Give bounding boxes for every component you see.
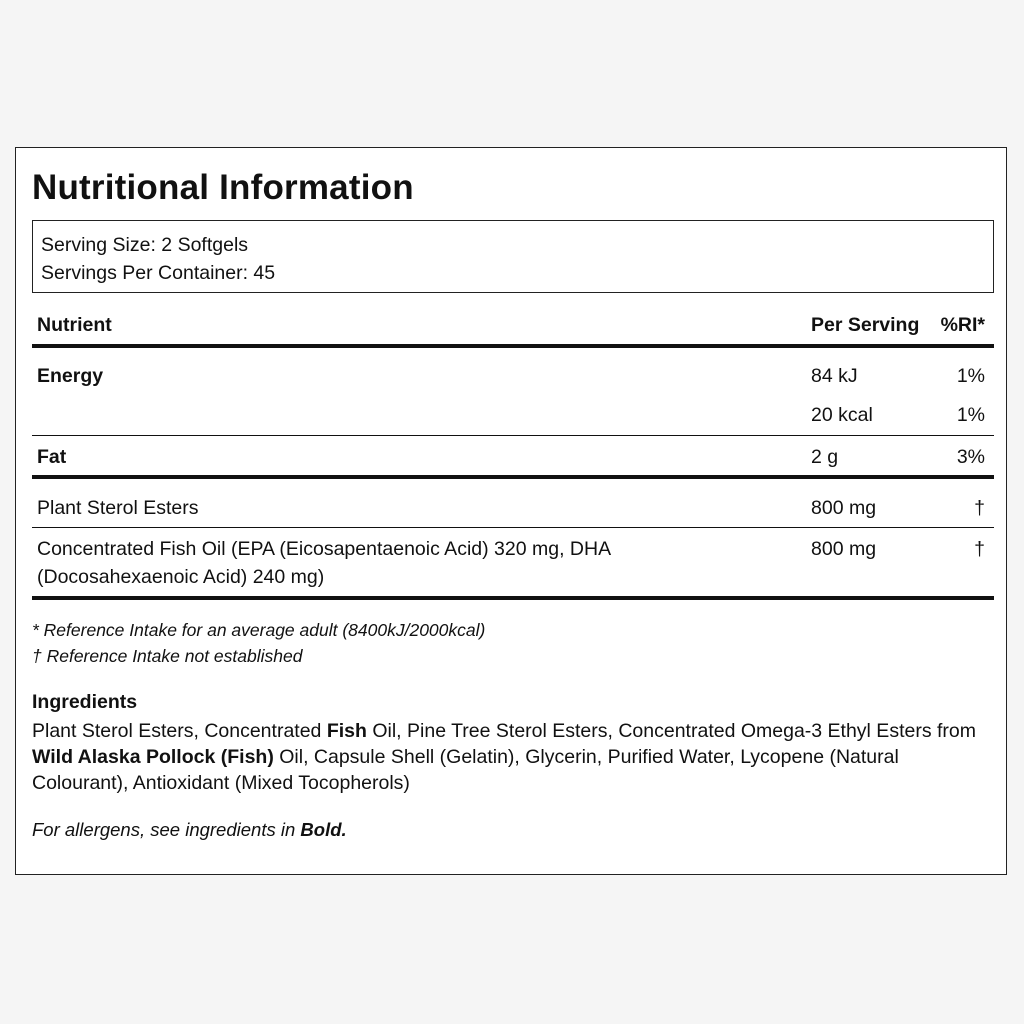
footnote-reference-intake: * Reference Intake for an average adult (8400kJ/2000kcal) [32, 620, 486, 640]
servings-per-container: Servings Per Container: 45 [41, 262, 276, 284]
table-bottom-rule [32, 596, 994, 600]
nutrient-name-fish-oil: Concentrated Fish Oil (EPA (Eicosapentaenoic Acid) 320 mg, DHA (Docosahexaenoic Acid) 240 mg) [37, 538, 611, 588]
row-divider [32, 435, 994, 436]
serving-info-box [32, 220, 994, 293]
plant-sterol-ri: † [974, 497, 985, 519]
row-divider [32, 527, 994, 528]
nutrient-name-energy: Energy [37, 365, 104, 387]
energy-kcal-ri: 1% [956, 404, 985, 426]
ingredients-list [32, 718, 994, 796]
ingredients-heading: Ingredients [32, 691, 138, 713]
allergen-note-text: For allergens, see ingredients in [32, 819, 301, 840]
nutrient-name-plant-sterol-esters: Plant Sterol Esters [37, 497, 199, 519]
fat-ri: 3% [956, 446, 985, 468]
header-per-serving: Per Serving [811, 314, 920, 336]
allergen-highlight: Fish [326, 720, 367, 742]
header-nutrient: Nutrient [37, 314, 112, 336]
allergen-note [32, 816, 347, 844]
fat-amount: 2 g [811, 446, 839, 468]
energy-kcal-amount: 20 kcal [811, 404, 873, 426]
ingredients-text: Plant Sterol Esters, Concentrated [32, 720, 327, 742]
plant-sterol-amount: 800 mg [811, 497, 877, 519]
energy-kj-ri: 1% [956, 365, 985, 387]
nutrient-name-fat: Fat [37, 446, 67, 468]
fish-oil-ri: † [974, 538, 985, 560]
footnote-not-established: † Reference Intake not established [32, 646, 303, 666]
ingredients-text: Oil, Pine Tree Sterol Esters, Concentrated Omega-3 Ethyl Esters from [366, 720, 976, 742]
header-ri: %RI* [940, 314, 985, 336]
table-header-rule [32, 344, 994, 348]
fish-oil-amount: 800 mg [811, 538, 877, 560]
energy-kj-amount: 84 kJ [811, 365, 858, 387]
serving-size: Serving Size: 2 Softgels [41, 234, 249, 256]
page-title: Nutritional Information [32, 168, 414, 207]
ingredients-text: Oil, Capsule Shell (Gelatin), Glycerin, Purified Water, Lycopene (Natural Colourant), Antioxidant (Mixed Tocopherols) [32, 746, 899, 794]
allergen-note-bold: Bold. [300, 819, 347, 840]
nutrition-panel [15, 147, 1007, 875]
allergen-highlight: Wild Alaska Pollock (Fish) [32, 746, 274, 768]
section-rule [32, 475, 994, 479]
